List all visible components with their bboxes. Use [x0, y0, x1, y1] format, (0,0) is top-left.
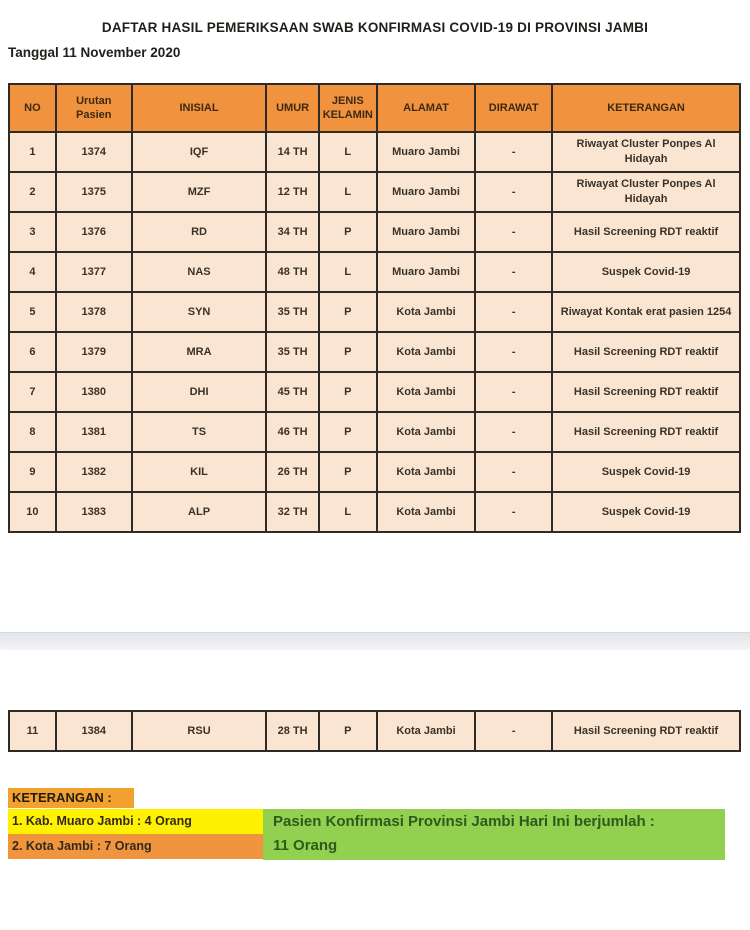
table-row: [9, 132, 740, 172]
cell-jenis-kelamin: P: [319, 372, 377, 412]
cell-alamat: Kota Jambi: [377, 292, 476, 332]
table-row: [9, 492, 740, 532]
cell-inisial: MRA: [132, 332, 267, 372]
cell-inisial: RSU: [132, 711, 267, 751]
col-header-jenis-kelamin: JENIS KELAMIN: [319, 84, 377, 132]
cell-no: 10: [9, 492, 56, 532]
cell-dirawat: -: [475, 372, 552, 412]
cell-alamat: Kota Jambi: [377, 372, 476, 412]
results-table: [8, 83, 741, 533]
summary-box: [263, 809, 725, 860]
legend-item-kota-jambi: 2. Kota Jambi : 7 Orang: [8, 834, 263, 859]
cell-inisial: NAS: [132, 252, 267, 292]
cell-inisial: DHI: [132, 372, 267, 412]
cell-dirawat: -: [475, 252, 552, 292]
cell-jenis-kelamin: P: [319, 292, 377, 332]
cell-jenis-kelamin: L: [319, 172, 377, 212]
cell-umur: 32 TH: [266, 492, 319, 532]
table-row: [9, 212, 740, 252]
cell-umur: 14 TH: [266, 132, 319, 172]
cell-alamat: Muaro Jambi: [377, 252, 476, 292]
cell-dirawat: -: [475, 711, 552, 751]
cell-no: 11: [9, 711, 56, 751]
cell-no: 9: [9, 452, 56, 492]
cell-umur: 28 TH: [266, 711, 319, 751]
legend: [8, 809, 725, 860]
summary-text: Pasien Konfirmasi Provinsi Jambi Hari Ini berjumlah :: [273, 813, 655, 830]
cell-no: 7: [9, 372, 56, 412]
legend-heading: KETERANGAN :: [8, 788, 134, 808]
table-row: [9, 252, 740, 292]
cell-no: 8: [9, 412, 56, 452]
cell-umur: 35 TH: [266, 292, 319, 332]
report-title: DAFTAR HASIL PEMERIKSAAN SWAB KONFIRMASI COVID-19 DI PROVINSI JAMBI: [101, 20, 649, 35]
legend-item-muaro-jambi: 1. Kab. Muaro Jambi : 4 Orang: [8, 809, 263, 834]
cell-keterangan: Suspek Covid-19: [552, 452, 740, 492]
cell-alamat: Kota Jambi: [377, 711, 476, 751]
cell-umur: 45 TH: [266, 372, 319, 412]
cell-dirawat: -: [475, 452, 552, 492]
cell-dirawat: -: [475, 492, 552, 532]
cell-dirawat: -: [475, 212, 552, 252]
cell-urutan-pasien: 1378: [56, 292, 132, 332]
cell-alamat: Muaro Jambi: [377, 172, 476, 212]
cell-umur: 26 TH: [266, 452, 319, 492]
cell-jenis-kelamin: L: [319, 252, 377, 292]
results-table-continuation: [8, 710, 741, 752]
cell-no: 4: [9, 252, 56, 292]
col-header-alamat: ALAMAT: [377, 84, 476, 132]
cell-inisial: RD: [132, 212, 267, 252]
cell-keterangan: Riwayat Kontak erat pasien 1254: [552, 292, 740, 332]
cell-inisial: MZF: [132, 172, 267, 212]
cell-keterangan: Hasil Screening RDT reaktif: [552, 412, 740, 452]
table-row: [9, 172, 740, 212]
cell-keterangan: Hasil Screening RDT reaktif: [552, 711, 740, 751]
col-header-dirawat: DIRAWAT: [475, 84, 552, 132]
screenshot-stitch-divider: [0, 632, 750, 650]
cell-jenis-kelamin: P: [319, 711, 377, 751]
cell-dirawat: -: [475, 172, 552, 212]
cell-urutan-pasien: 1379: [56, 332, 132, 372]
cell-jenis-kelamin: P: [319, 212, 377, 252]
report-date: Tanggal 11 November 2020: [8, 45, 181, 60]
cell-urutan-pasien: 1375: [56, 172, 132, 212]
cell-jenis-kelamin: P: [319, 452, 377, 492]
cell-alamat: Muaro Jambi: [377, 132, 476, 172]
cell-inisial: SYN: [132, 292, 267, 332]
cell-jenis-kelamin: P: [319, 412, 377, 452]
cell-umur: 46 TH: [266, 412, 319, 452]
table-row: [9, 292, 740, 332]
cell-dirawat: -: [475, 332, 552, 372]
cell-no: 6: [9, 332, 56, 372]
table-row: [9, 412, 740, 452]
cell-urutan-pasien: 1377: [56, 252, 132, 292]
cell-no: 2: [9, 172, 56, 212]
cell-jenis-kelamin: P: [319, 332, 377, 372]
cell-inisial: TS: [132, 412, 267, 452]
cell-inisial: KIL: [132, 452, 267, 492]
cell-umur: 48 TH: [266, 252, 319, 292]
table-row: [9, 332, 740, 372]
cell-urutan-pasien: 1376: [56, 212, 132, 252]
cell-urutan-pasien: 1383: [56, 492, 132, 532]
cell-alamat: Muaro Jambi: [377, 212, 476, 252]
cell-umur: 35 TH: [266, 332, 319, 372]
col-header-inisial: INISIAL: [132, 84, 267, 132]
cell-alamat: Kota Jambi: [377, 332, 476, 372]
cell-alamat: Kota Jambi: [377, 492, 476, 532]
cell-urutan-pasien: 1381: [56, 412, 132, 452]
cell-urutan-pasien: 1380: [56, 372, 132, 412]
cell-urutan-pasien: 1382: [56, 452, 132, 492]
cell-no: 3: [9, 212, 56, 252]
cell-alamat: Kota Jambi: [377, 452, 476, 492]
cell-urutan-pasien: 1374: [56, 132, 132, 172]
col-header-urutan-pasien: Urutan Pasien: [56, 84, 132, 132]
cell-umur: 34 TH: [266, 212, 319, 252]
cell-keterangan: Riwayat Cluster Ponpes Al Hidayah: [552, 172, 740, 212]
cell-no: 1: [9, 132, 56, 172]
cell-inisial: ALP: [132, 492, 267, 532]
cell-dirawat: -: [475, 292, 552, 332]
col-header-keterangan: KETERANGAN: [552, 84, 740, 132]
cell-alamat: Kota Jambi: [377, 412, 476, 452]
col-header-umur: UMUR: [266, 84, 319, 132]
cell-keterangan: Hasil Screening RDT reaktif: [552, 212, 740, 252]
table-row: [9, 372, 740, 412]
cell-keterangan: Suspek Covid-19: [552, 252, 740, 292]
cell-dirawat: -: [475, 412, 552, 452]
cell-keterangan: Riwayat Cluster Ponpes Al Hidayah: [552, 132, 740, 172]
cell-no: 5: [9, 292, 56, 332]
cell-keterangan: Hasil Screening RDT reaktif: [552, 332, 740, 372]
cell-urutan-pasien: 1384: [56, 711, 132, 751]
cell-jenis-kelamin: L: [319, 132, 377, 172]
cell-dirawat: -: [475, 132, 552, 172]
cell-keterangan: Suspek Covid-19: [552, 492, 740, 532]
table-header-row: [9, 84, 740, 132]
cell-jenis-kelamin: L: [319, 492, 377, 532]
col-header-no: NO: [9, 84, 56, 132]
cell-umur: 12 TH: [266, 172, 319, 212]
cell-inisial: IQF: [132, 132, 267, 172]
summary-count: 11 Orang: [273, 837, 338, 854]
cell-keterangan: Hasil Screening RDT reaktif: [552, 372, 740, 412]
legend-items: [8, 809, 263, 860]
table-row: [9, 452, 740, 492]
table-row: [9, 711, 740, 751]
